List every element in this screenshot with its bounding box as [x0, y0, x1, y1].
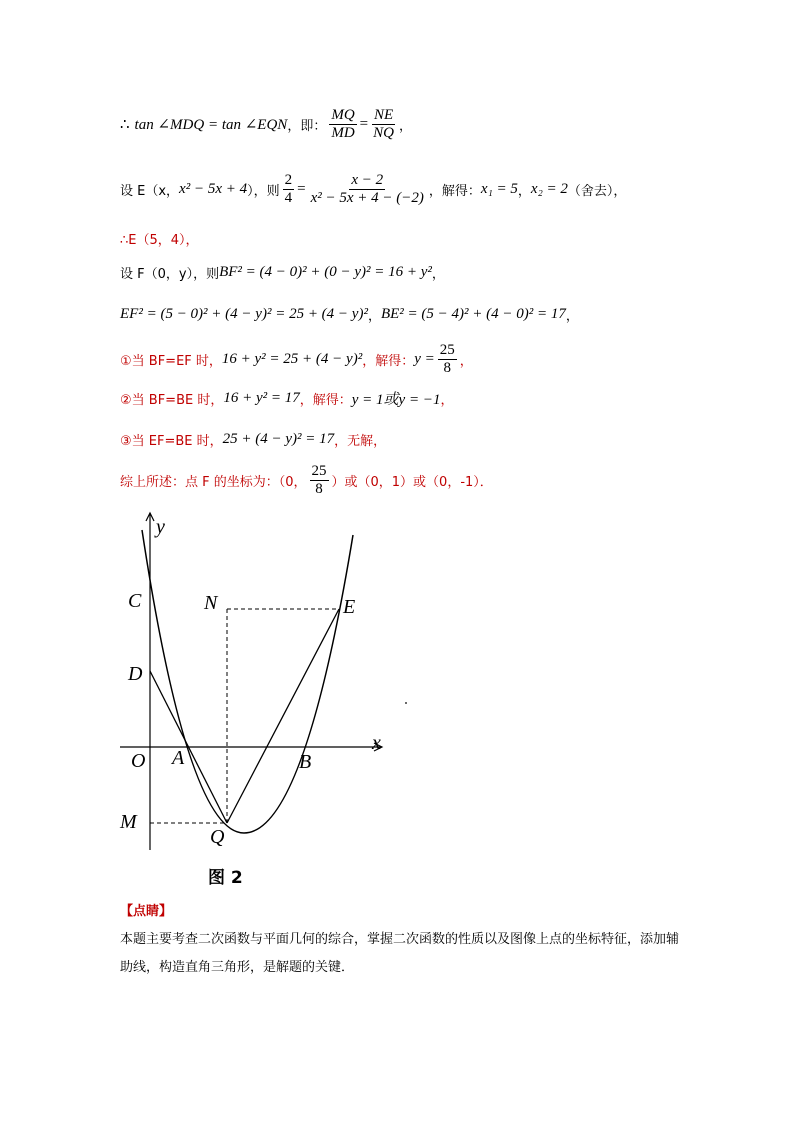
y-equals: y = — [414, 351, 435, 367]
line-case-3 — [120, 430, 386, 449]
label-x: x — [372, 732, 381, 754]
line-case-2 — [120, 388, 453, 409]
label-y: y — [156, 516, 165, 538]
comma: ， — [367, 309, 381, 324]
fraction-ne-nq: $\frac{NE}{NQ}$ — [373, 107, 394, 141]
label-d: D — [128, 663, 143, 685]
ef-equation: EF² = (5 − 0)² + (4 − y)² = 25 + (4 − y)² — [120, 306, 368, 322]
x1-value: x₁ = 5 — [480, 181, 518, 197]
comma: ， — [517, 184, 531, 199]
review-body: 本题主要考查二次函数与平面几何的综合，掌握二次函数的性质以及图像上点的坐标特征，添加辅助线，构造直角三角形，是解题的关键． — [120, 932, 680, 975]
bf-equation: BF² = (4 − 0)² + (0 − y)² = 16 + y² — [219, 264, 432, 280]
review-section — [120, 898, 680, 982]
conclusion-pre: 综上所述：点 F 的坐标为：（0， — [120, 475, 307, 490]
fraction-mq-md: $\frac{MQ}{MD}$ — [331, 107, 355, 141]
conclusion-post: ）或（0，1）或（0，-1）． — [331, 475, 493, 490]
parabola-figure — [110, 505, 410, 890]
comma: ， — [398, 119, 412, 134]
x2-value: x₂ = 2 — [530, 181, 568, 197]
text-ie: ，即： — [287, 119, 327, 134]
label-m: M — [120, 811, 137, 833]
review-heading: 【点睛】 — [120, 904, 173, 919]
text-solve: ，解得： — [428, 184, 481, 199]
figure-caption: 图 2 — [208, 868, 243, 888]
fraction-25-8: $\frac{25}{8}$ — [439, 342, 455, 376]
label-o: O — [131, 750, 146, 772]
case-2-label: ②当 BF=BE 时， — [120, 393, 224, 408]
therefore-symbol: ∴ — [120, 117, 130, 133]
fraction-25-8-conclusion: $\frac{25}{8}$ — [311, 463, 327, 497]
comma: ， — [565, 309, 579, 324]
label-a: A — [172, 747, 185, 769]
case-1-equation: 16 + y² = 25 + (4 − y)² — [221, 351, 363, 367]
fraction-x-poly: $\frac{x - 2}{\text{x² − 5x + 4 − (−2)}}$ — [310, 172, 424, 206]
segment-qe — [227, 609, 339, 823]
label-q: Q — [210, 826, 225, 848]
case-3-equation: 25 + (4 − y)² = 17 — [222, 431, 335, 447]
stray-dot — [405, 702, 407, 704]
poly-expression: x² − 5x + 4 — [179, 181, 248, 197]
line-conclusion — [120, 463, 493, 498]
line-tan-equation — [120, 107, 412, 142]
case-3-label: ③当 EF=BE 时， — [120, 434, 223, 449]
equals-sign: = — [297, 181, 306, 197]
case-1-label: ①当 BF=EF 时， — [120, 354, 222, 369]
case-2-answer: y = 1或y = −1 — [351, 392, 441, 408]
case-2-equation: 16 + y² = 17 — [223, 390, 300, 406]
text-no-solution: ，无解， — [334, 434, 387, 449]
line-e-point — [120, 229, 199, 248]
label-b: B — [299, 751, 312, 773]
text-solve: ，解得： — [362, 354, 415, 369]
line-ef-be — [120, 305, 579, 324]
label-e: E — [343, 596, 356, 618]
text-set-e: 设 E（x， — [120, 184, 180, 199]
label-n: N — [204, 592, 218, 614]
tan-equation: tan ∠MDQ = tan ∠EQN — [134, 117, 288, 133]
fraction-2-4: $\frac{2}{4}$ — [284, 172, 293, 206]
be-equation: BE² = (5 − 4)² + (4 − 0)² = 17 — [380, 306, 566, 322]
text-discard: （舍去）， — [567, 184, 627, 199]
label-c: C — [128, 590, 142, 612]
parabola-curve — [142, 530, 356, 833]
line-set-e — [120, 172, 626, 207]
text-then: ），则 — [247, 184, 280, 199]
comma: ， — [431, 267, 445, 282]
comma: ， — [459, 354, 473, 369]
text-set-f: 设 F（0，y），则 — [120, 267, 220, 282]
comma: ， — [440, 393, 454, 408]
text-solve: ，解得： — [299, 393, 352, 408]
text-e-point: ∴E（5，4）， — [120, 233, 199, 248]
equals-sign: = — [359, 116, 369, 132]
line-case-1 — [120, 342, 473, 377]
line-set-f — [120, 263, 445, 282]
